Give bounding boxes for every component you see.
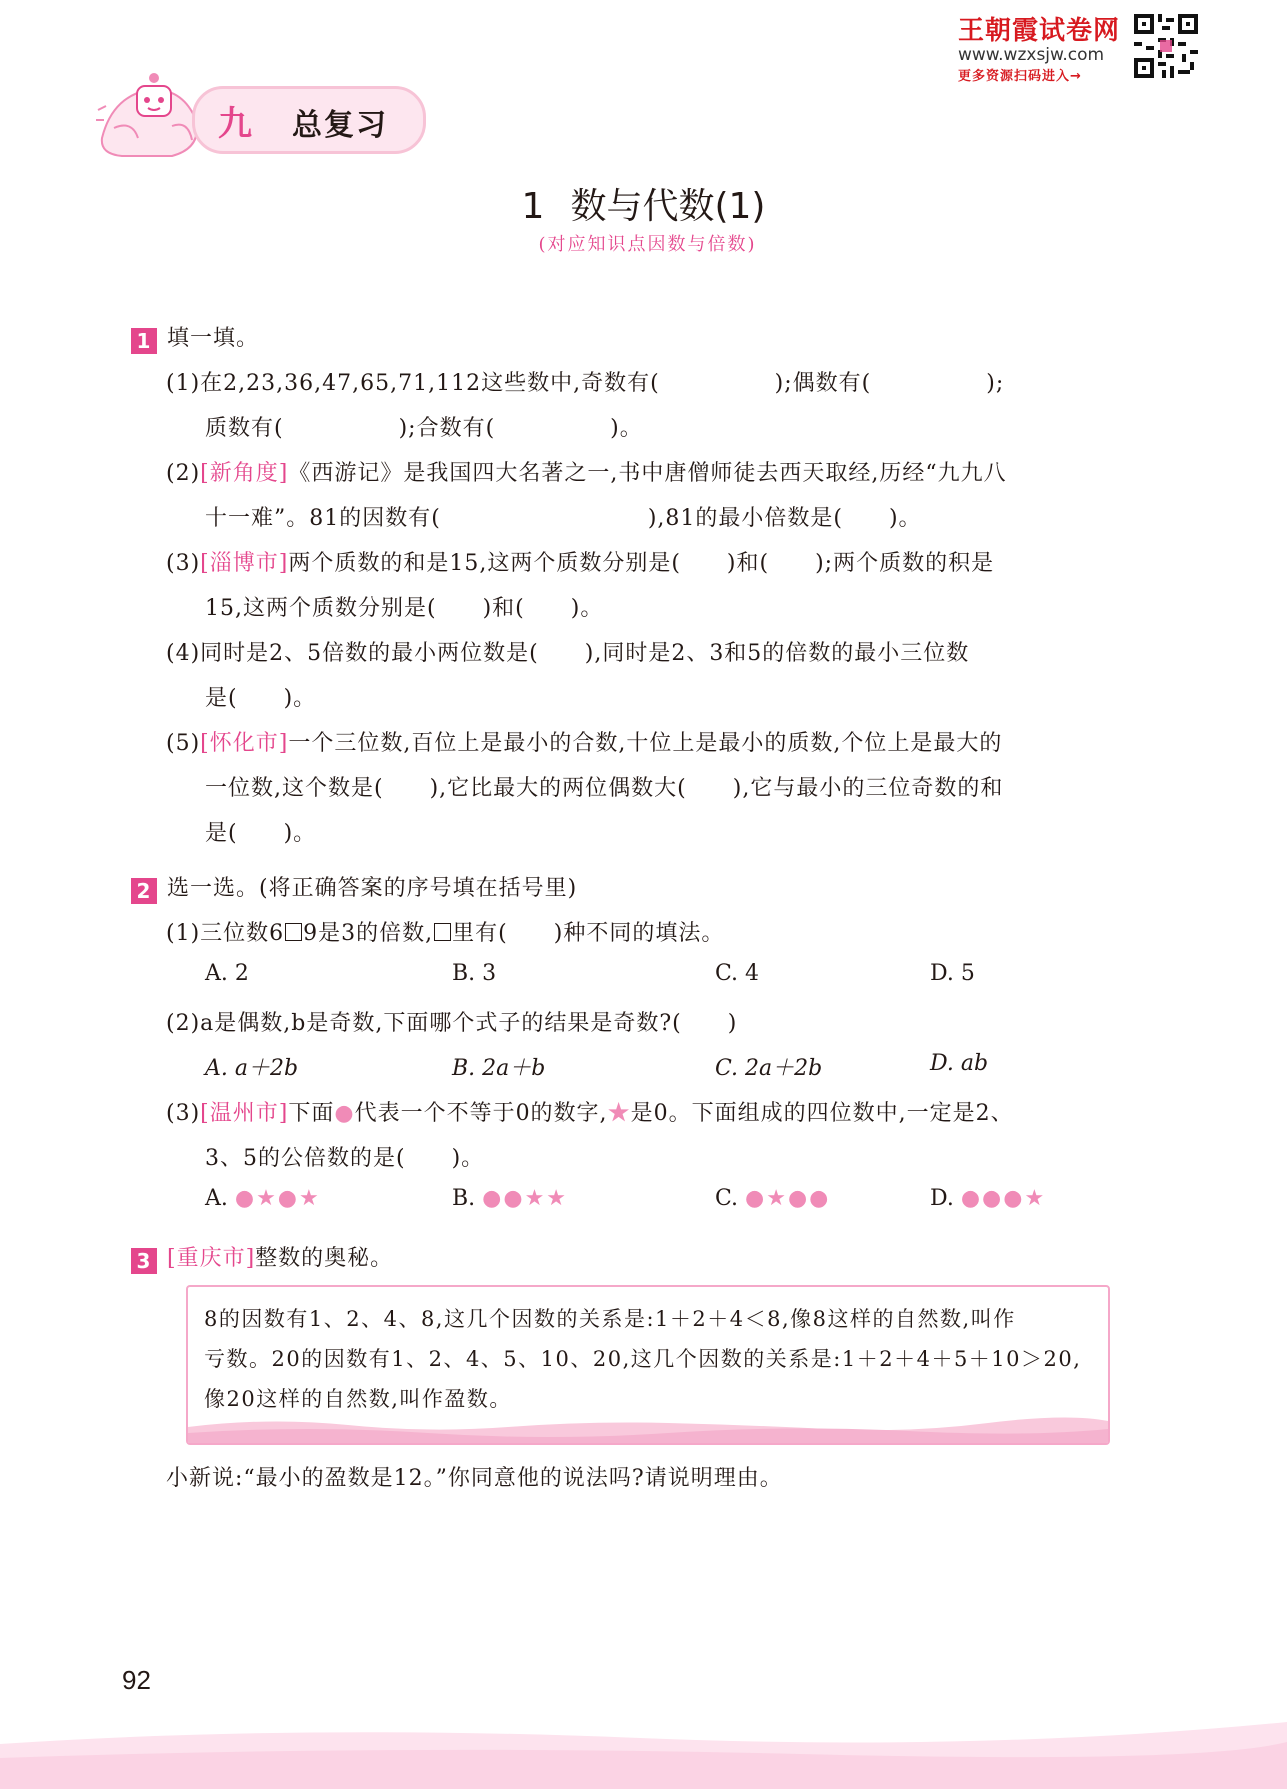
question-text: 《西游记》是我国四大名著之一,书中唐僧师徒去西天取经,历经“九九八 bbox=[288, 461, 1007, 486]
blank-box-icon bbox=[285, 923, 302, 941]
section-1-header bbox=[131, 321, 259, 354]
q1-2-line2: 十一难”。81的因数有( ),81的最小倍数是( )。 bbox=[205, 506, 922, 531]
option-label: D. bbox=[930, 1186, 954, 1211]
section-title: 填一填。 bbox=[167, 326, 260, 351]
symbol-pattern: ●★●● bbox=[745, 1186, 831, 1211]
q2-3-option-c[interactable] bbox=[715, 1186, 830, 1211]
q2-3-option-a[interactable] bbox=[205, 1186, 321, 1211]
q2-1-option-c[interactable]: C. 4 bbox=[715, 961, 760, 986]
option-label: B. bbox=[452, 1186, 476, 1211]
section-title: 选一选。(将正确答案的序号填在括号里) bbox=[167, 876, 578, 901]
blank-box-icon bbox=[434, 923, 451, 941]
section-badge: 2 bbox=[131, 878, 157, 904]
q1-5-line1 bbox=[166, 726, 1002, 757]
dot-icon: ● bbox=[334, 1101, 355, 1126]
q2-2-option-a[interactable]: A. a＋2b bbox=[205, 1056, 299, 1081]
brand-name: 王朝霞试卷网 bbox=[958, 16, 1121, 46]
option-label: A. bbox=[205, 1186, 228, 1211]
question-text: 是0。下面组成的四位数中,一定是2、 bbox=[630, 1101, 1014, 1126]
brand-block bbox=[958, 10, 1138, 84]
page-number: 92 bbox=[122, 1665, 151, 1695]
q1-2-line1 bbox=[166, 456, 1007, 487]
q2-2-option-c[interactable]: C. 2a＋2b bbox=[715, 1056, 823, 1081]
question-text: 下面 bbox=[288, 1101, 335, 1126]
lesson-number: 1 bbox=[521, 186, 545, 227]
question-text: 代表一个不等于0的数字, bbox=[354, 1101, 608, 1126]
section-badge: 3 bbox=[131, 1248, 157, 1274]
symbol-pattern: ●●★★ bbox=[482, 1186, 569, 1211]
info-line: 像20这样的自然数,叫作盈数。 bbox=[204, 1387, 512, 1411]
section-badge: 1 bbox=[131, 328, 157, 354]
q1-4-line2: 是( )。 bbox=[205, 686, 317, 711]
chapter-number: 九 bbox=[218, 104, 252, 144]
option-label: C. bbox=[715, 1186, 739, 1211]
question-text: 两个质数的和是15,这两个质数分别是( )和( );两个质数的积是 bbox=[288, 551, 995, 576]
question-text: 一个三位数,百位上是最小的合数,十位上是最小的质数,个位上是最大的 bbox=[288, 731, 1003, 756]
q2-3-option-d[interactable] bbox=[930, 1186, 1046, 1211]
question-number: (3) bbox=[166, 1101, 201, 1126]
q2-1-line bbox=[166, 916, 724, 947]
q2-3-option-b[interactable] bbox=[452, 1186, 568, 1211]
q1-1-line1: (1)在2,23,36,47,65,71,112这些数中,奇数有( );偶数有( ); bbox=[166, 371, 1005, 396]
brand-url[interactable]: www.wzxsjw.com bbox=[958, 45, 1105, 65]
lesson-title bbox=[0, 178, 1287, 229]
question-number: (3) bbox=[166, 551, 201, 576]
qr-code-icon[interactable] bbox=[1134, 14, 1198, 78]
info-line: 8的因数有1、2、4、8,这几个因数的关系是:1＋2＋4＜8,像8这样的自然数,叫作 bbox=[204, 1307, 1016, 1331]
info-box-text bbox=[204, 1299, 1094, 1419]
source-tag: [淄博市] bbox=[200, 551, 289, 576]
q1-3-line2: 15,这两个质数分别是( )和( )。 bbox=[205, 596, 604, 621]
section-3-header bbox=[131, 1241, 393, 1274]
q1-3-line1 bbox=[166, 546, 994, 577]
source-tag: [新角度] bbox=[200, 461, 289, 486]
q2-1-option-d[interactable]: D. 5 bbox=[930, 961, 975, 986]
q1-1-line2: 质数有( );合数有( )。 bbox=[205, 416, 643, 441]
symbol-pattern: ●●●★ bbox=[960, 1186, 1047, 1211]
q2-1-option-a[interactable]: A. 2 bbox=[205, 961, 249, 986]
wave-decoration-icon bbox=[188, 1413, 1108, 1443]
q2-3-line1 bbox=[166, 1096, 1014, 1127]
chapter-banner bbox=[92, 68, 432, 164]
info-box bbox=[186, 1285, 1110, 1445]
q2-3-line2: 3、5的公倍数的是( )。 bbox=[205, 1146, 485, 1171]
q1-5-line3: 是( )。 bbox=[205, 821, 317, 846]
brand-tip: 更多资源扫码进入→ bbox=[958, 69, 1082, 84]
lesson-subtitle: (对应知识点因数与倍数) bbox=[538, 234, 757, 255]
section-3-question: 小新说:“最小的盈数是12。”你同意他的说法吗?请说明理由。 bbox=[166, 1466, 783, 1491]
lesson-title-text: 数与代数(1) bbox=[570, 186, 766, 227]
q1-5-line2: 一位数,这个数是( ),它比最大的两位偶数大( ),它与最小的三位奇数的和 bbox=[205, 776, 1004, 801]
source-tag: [怀化市] bbox=[200, 731, 289, 756]
source-tag: [重庆市] bbox=[167, 1246, 256, 1271]
footer-decoration-icon bbox=[0, 1714, 1287, 1789]
source-tag: [温州市] bbox=[200, 1101, 289, 1126]
q2-1-option-b[interactable]: B. 3 bbox=[452, 961, 497, 986]
question-number: (5) bbox=[166, 731, 201, 756]
section-2-header bbox=[131, 871, 577, 904]
star-icon: ★ bbox=[607, 1101, 631, 1126]
chapter-title: 总复习 bbox=[292, 108, 388, 143]
question-number: (2) bbox=[166, 461, 201, 486]
question-text: (1)三位数6 bbox=[166, 921, 285, 946]
q2-2-line: (2)a是偶数,b是奇数,下面哪个式子的结果是奇数?( ) bbox=[166, 1011, 738, 1036]
question-text: 9是3的倍数, bbox=[303, 921, 434, 946]
question-text: 里有( )种不同的填法。 bbox=[452, 921, 725, 946]
q1-4-line1: (4)同时是2、5倍数的最小两位数是( ),同时是2、3和5的倍数的最小三位数 bbox=[166, 641, 970, 666]
q2-2-option-d[interactable]: D. ab bbox=[930, 1051, 989, 1076]
section-title: 整数的奥秘。 bbox=[255, 1246, 394, 1271]
symbol-pattern: ●★●★ bbox=[234, 1186, 321, 1211]
q2-2-option-b[interactable]: B. 2a＋b bbox=[452, 1056, 546, 1081]
info-line: 亏数。20的因数有1、2、4、5、10、20,这几个因数的关系是:1＋2＋4＋5＋10＞20, bbox=[204, 1347, 1082, 1371]
